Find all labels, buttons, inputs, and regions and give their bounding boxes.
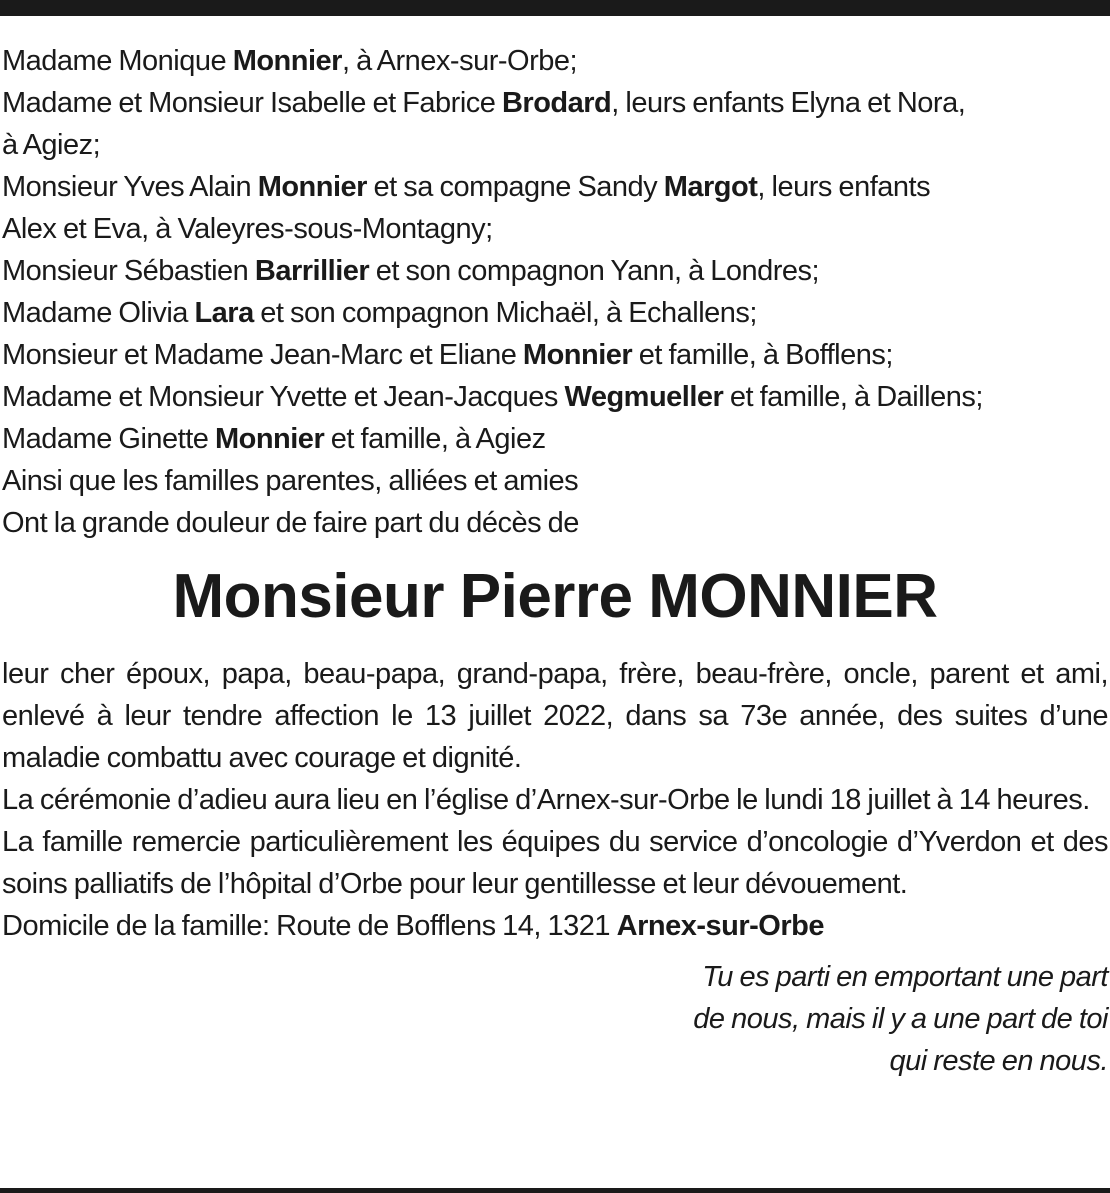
family-line: Madame Ginette Monnier et famille, à Agiez xyxy=(2,423,546,455)
family-line: Ainsi que les familles parentes, alliées et amies xyxy=(2,465,579,497)
quote-line: de nous, mais il y a une part de toi xyxy=(693,1003,1108,1035)
notice-paragraph: leur cher époux, papa, beau-papa, grand-papa, frère, beau-frère, oncle, parent et ami, enlevé à leur tendre affection le 13 juillet 2022, dans sa 73e année, des suites d’une maladie combattu avec courage et dignité. xyxy=(2,658,1108,774)
family-line: à Agiez; xyxy=(2,129,101,161)
deceased-name: Monsieur Pierre MONNIER xyxy=(172,562,938,631)
quote-line: qui reste en nous. xyxy=(889,1045,1108,1077)
family-list xyxy=(2,40,1108,544)
memorial-quote xyxy=(2,956,1108,1082)
thanks-paragraph: La famille remercie particulièrement les équipes du service d’oncologie d’Yverdon et des soins palliatifs de l’hôpital d’Orbe pour leur gentillesse et leur dévouement. xyxy=(2,826,1108,900)
family-line: Ont la grande douleur de faire part du décès de xyxy=(2,507,579,539)
family-line: Madame et Monsieur Isabelle et Fabrice Brodard, leurs enfants Elyna et Nora, xyxy=(2,87,966,119)
bottom-rule xyxy=(0,1188,1110,1193)
family-line: Madame Olivia Lara et son compagnon Michaël, à Echallens; xyxy=(2,297,757,329)
notice-body xyxy=(2,653,1108,947)
family-address: Domicile de la famille: Route de Bofflens 14, 1321 Arnex-sur-Orbe xyxy=(2,910,824,942)
quote-line: Tu es parti en emportant une part xyxy=(702,961,1108,993)
family-line: Madame Monique Monnier, à Arnex-sur-Orbe; xyxy=(2,45,578,77)
family-line: Madame et Monsieur Yvette et Jean-Jacques Wegmueller et famille, à Daillens; xyxy=(2,381,983,413)
family-line: Alex et Eva, à Valeyres-sous-Montagny; xyxy=(2,213,493,245)
family-line: Monsieur et Madame Jean-Marc et Eliane Monnier et famille, à Bofflens; xyxy=(2,339,893,371)
family-line: Monsieur Yves Alain Monnier et sa compagne Sandy Margot, leurs enfants xyxy=(2,171,931,203)
ceremony-paragraph: La cérémonie d’adieu aura lieu en l’église d’Arnex-sur-Orbe le lundi 18 juillet à 14 heures. xyxy=(2,784,1090,816)
obituary-notice xyxy=(2,40,1108,1082)
top-rule xyxy=(0,0,1110,16)
family-line: Monsieur Sébastien Barrillier et son compagnon Yann, à Londres; xyxy=(2,255,820,287)
